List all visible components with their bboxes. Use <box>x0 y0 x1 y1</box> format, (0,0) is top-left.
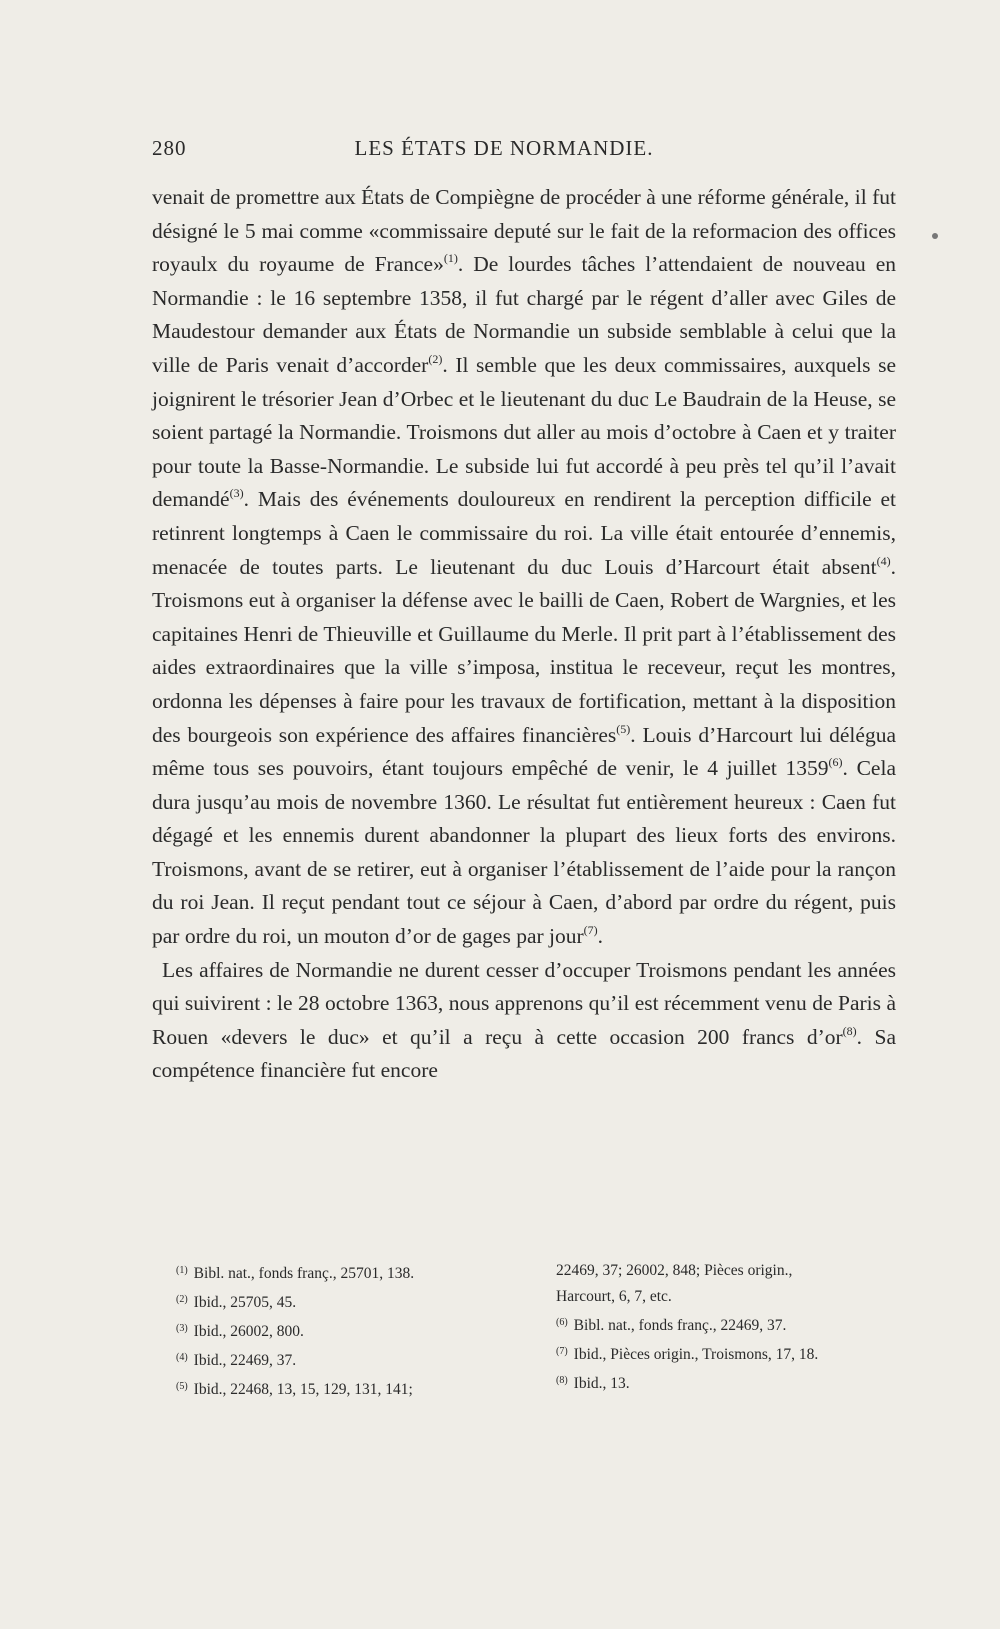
text-run: venait de promettre aux États de Compiègne de procéder à une réforme générale, il fut désigné le 5 mai comme «commissaire deputé sur le fait de la reformacion des offices royaulx du royaume de France» <box>152 185 896 277</box>
footnote <box>556 1368 906 1397</box>
text-run: . Sa compétence financière fut encore <box>152 1024 896 1083</box>
page-number: 280 <box>152 136 187 160</box>
footnote-text: Ibid., 25705, 45. <box>193 1294 297 1311</box>
footnote-reference: (7) <box>583 923 598 938</box>
footnote-mark: (6) <box>556 1317 568 1328</box>
footnote <box>176 1316 536 1345</box>
footnote-mark: (4) <box>176 1352 188 1363</box>
footnote <box>176 1345 536 1374</box>
body-text <box>152 181 896 1088</box>
footnotes-left-column <box>176 1258 536 1403</box>
footnote <box>556 1339 906 1368</box>
footnote-reference: (1) <box>443 251 458 266</box>
footnote <box>176 1258 536 1287</box>
running-title: LES ÉTATS DE NORMANDIE. <box>354 136 654 160</box>
ink-speck <box>932 233 938 239</box>
footnote-reference: (5) <box>616 721 631 736</box>
page-header <box>152 136 896 170</box>
paragraph <box>152 181 896 954</box>
footnote-text: Bibl. nat., fonds franç., 22469, 37. <box>573 1317 787 1334</box>
footnote-text: Ibid., 22468, 13, 15, 129, 131, 141; <box>193 1381 413 1398</box>
paragraph <box>152 954 896 1088</box>
footnote <box>176 1287 536 1316</box>
text-run: . Mais des événements douloureux en rendirent la perception difficile et retinrent longtemps à Caen le commissaire du roi. La ville était entourée d’ennemis, menacée de toutes parts. Le lieutenant du duc Louis d’Harcourt était absent <box>152 487 896 579</box>
footnote-mark: (8) <box>556 1375 568 1386</box>
footnote <box>556 1310 906 1339</box>
text-run: . De lourdes tâches l’attendaient de nouveau en Normandie : le 16 septembre 1358, il fut chargé par le régent d’aller avec Giles de Maudestour demander aux États de Normandie un subside semblable à celui que la ville de Paris venait d’accorder <box>152 252 896 377</box>
footnote <box>556 1258 906 1284</box>
footnote-text: Bibl. nat., fonds franç., 25701, 138. <box>193 1265 415 1282</box>
footnote-mark: (5) <box>176 1381 188 1392</box>
footnote-text: 22469, 37; 26002, 848; Pièces origin., <box>556 1262 793 1279</box>
text-run: . Louis d’Harcourt lui délégua même tous ses pouvoirs, étant toujours empêché de venir, le 4 juillet 1359 <box>152 722 896 781</box>
footnote-text: Harcourt, 6, 7, etc. <box>556 1288 672 1305</box>
text-run: . Il semble que les deux commissaires, auxquels se joignirent le trésorier Jean d’Orbec et le lieutenant du duc Le Baudrain de la Heuse, se soient partagé la Normandie. Troismons dut aller au mois d’octobre à Caen et y traiter pour toute la Basse-Normandie. Le subside lui fut accordé à peu près tel qu’il l’avait demandé <box>152 352 896 512</box>
footnote-reference: (2) <box>428 351 443 366</box>
footnote-reference: (8) <box>842 1023 857 1038</box>
text-run: . Cela dura jusqu’au mois de novembre 1360. Le résultat fut entièrement heureux : Caen fut dégagé et les ennemis durent abandonner la plupart des lieux forts des environs. Troismons, avant de se retirer, eut à organiser l’établissement de l’aide pour la rançon du roi Jean. Il reçut pendant tout ce séjour à Caen, d’abord par ordre du régent, puis par ordre du roi, un mouton d’or de gages par jour <box>152 756 896 949</box>
footnote-mark: (7) <box>556 1346 568 1357</box>
footnote <box>176 1374 536 1403</box>
text-run: . Troismons eut à organiser la défense avec le bailli de Caen, Robert de Wargnies, et les capitaines Henri de Thieuville et Guillaume du Merle. Il prit part à l’établissement des aides extraordinaires que la ville s’imposa, institua le receveur, reçut les montres, ordonna les dépenses à faire pour les travaux de fortification, mettant à la disposition des bourgeois son expérience des affaires financières <box>152 554 896 747</box>
footnote-text: Ibid., 22469, 37. <box>193 1352 297 1369</box>
footnote-mark: (2) <box>176 1294 188 1305</box>
footnote-mark: (1) <box>176 1265 188 1276</box>
footnote-text: Ibid., 26002, 800. <box>193 1323 304 1340</box>
text-run: Les affaires de Normandie ne durent cesser d’occuper Troismons pendant les années qui suivirent : le 28 octobre 1363, nous apprenons qu’il est récemment venu de Paris à Rouen «devers le duc» et qu’il a reçu à cette occasion 200 francs d’or <box>152 957 896 1049</box>
footnotes-right-column <box>556 1258 906 1397</box>
text-run: . <box>597 924 604 949</box>
footnote-reference: (3) <box>229 486 244 501</box>
footnote-text: Ibid., 13. <box>573 1375 630 1392</box>
footnote-text: Ibid., Pièces origin., Troismons, 17, 18. <box>573 1346 819 1363</box>
footnote <box>556 1284 906 1310</box>
footnote-reference: (6) <box>828 755 843 770</box>
footnote-mark: (3) <box>176 1323 188 1334</box>
footnote-reference: (4) <box>876 553 891 568</box>
